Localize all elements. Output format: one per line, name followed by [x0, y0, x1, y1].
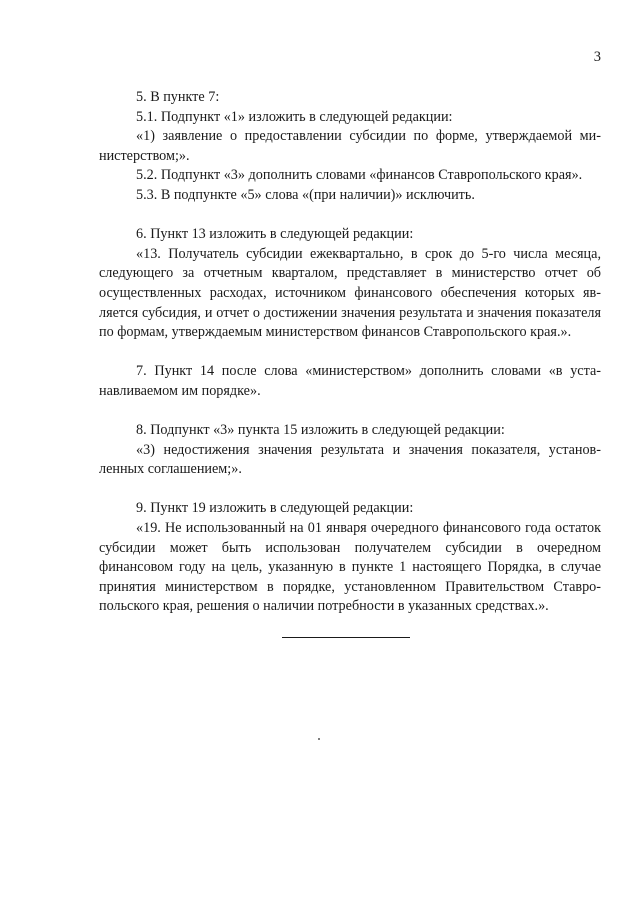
item-5-3: 5.3. В подпункте «5» слова «(при наличии)» исключить.: [136, 186, 475, 203]
page-number: 3: [593, 49, 601, 65]
item-8-heading: 8. Подпункт «3» пункта 15 изложить в следующей редакции:: [136, 422, 505, 439]
item-8-text: «3) недостижения значения результата и значения показателя, установленных соглашением;».: [99, 441, 601, 478]
item-5-heading: 5. В пункте 7:: [136, 89, 220, 105]
item-5-1-text: «1) заявление о предоставлении субсидии по форме, утверждаемой министерством;».: [99, 128, 601, 164]
scan-speck: [318, 738, 320, 740]
item-5-2: 5.2. Подпункт «3» дополнить словами «финансов Ставропольского края».: [136, 167, 583, 184]
item-6-text: «13. Получатель субсидии ежеквартально, в срок до 5-го числа месяца, следующего за отчетным кварталом, представляет в министерство отчет об осуществленных расходах, источником финансового обеспечения которых является субсидия, и отчет о достижении значения результата и значения показателя по формам, утверждаемым министерством финансов Ставропольского края.».: [99, 245, 601, 341]
item-5-1: 5.1. Подпункт «1» изложить в следующей редакции:: [136, 108, 453, 125]
item-9-text: «19. Не использованный на 01 января очередного финансового года остаток субсидии может быть использован получателем субсидии в очередном финансовом году на цель, указанную в пункте 1 настоящего Порядка, в случае принятия министерством в порядке, установленном Правительством Ставропольского края, решения о наличии потребности в указанных средствах.».: [99, 520, 601, 615]
document-body: [99, 88, 601, 617]
item-7: 7. Пункт 14 после слова «министерством» дополнить словами «в устанавливаемом им порядке».: [99, 363, 601, 399]
item-6-heading: 6. Пункт 13 изложить в следующей редакции:: [136, 226, 414, 243]
closing-separator-line: [282, 637, 410, 638]
item-9-heading: 9. Пункт 19 изложить в следующей редакции:: [136, 500, 414, 517]
